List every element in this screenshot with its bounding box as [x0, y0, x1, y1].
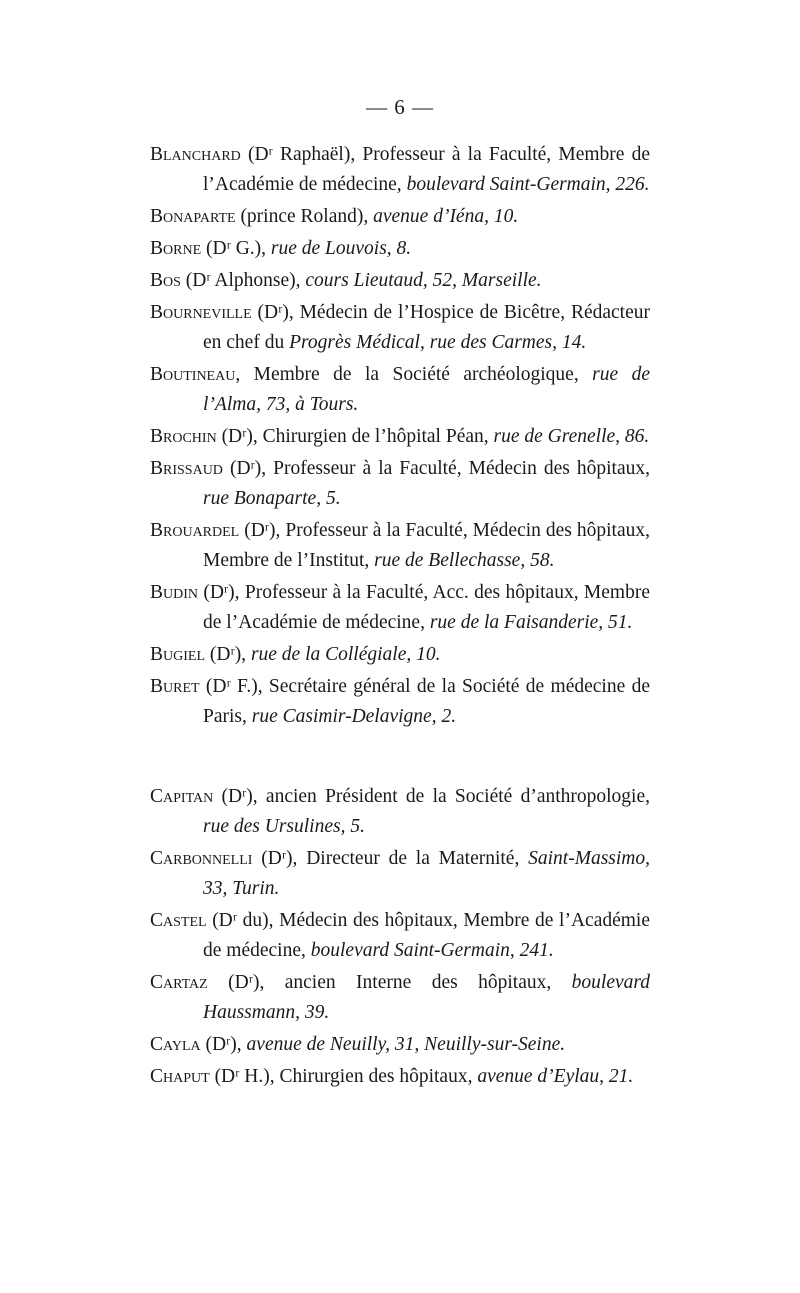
entry-details: (Dʳ), Médecin de l’Hospice de Bicêtre, Rédacteur en chef du: [203, 302, 650, 353]
entry-name: Budin: [150, 582, 198, 603]
entry-address: cours Lieutaud, 52, Marseille.: [305, 270, 542, 291]
entry-address: rue de la Collégiale, 10.: [250, 644, 441, 665]
entry-address: rue Bonaparte, 5.: [203, 488, 341, 509]
entry-name: Boutineau: [150, 364, 236, 385]
entry-name: Capitan: [150, 786, 214, 807]
directory-entry: [150, 672, 650, 732]
entry-details: (Dʳ), Directeur de la Maternité,: [252, 848, 529, 869]
entry-name: Bonaparte: [150, 206, 236, 227]
entry-address: boulevard Saint-Germain, 241.: [310, 940, 554, 961]
entry-name: Brouardel: [150, 520, 240, 541]
entry-name: Blanchard: [150, 144, 241, 165]
entry-address: avenue d’Eylau, 21.: [477, 1066, 634, 1087]
directory-entry: [150, 234, 650, 264]
entry-name: Cartaz: [150, 972, 208, 993]
entry-address: rue de l’Alma, 73, à Tours.: [203, 364, 650, 415]
directory-entry: [150, 360, 650, 420]
section-c: [150, 782, 650, 1094]
entry-details: (Dʳ), ancien Président de la Société d’anthropologie,: [213, 786, 650, 807]
entry-address: rue de Louvois, 8.: [270, 238, 412, 259]
entry-name: Bos: [150, 270, 181, 291]
entry-name: Carbonnelli: [150, 848, 253, 869]
entry-details: (Dʳ H.), Chirurgien des hôpitaux,: [209, 1066, 478, 1087]
directory-entry: [150, 202, 650, 232]
directory-entry: [150, 140, 650, 200]
entry-address: avenue de Neuilly, 31, Neuilly-sur-Seine.: [246, 1034, 566, 1055]
entry-name: Chaput: [150, 1066, 210, 1087]
entry-details: (prince Roland),: [235, 206, 374, 227]
entry-address: avenue d’Iéna, 10.: [373, 206, 519, 227]
entry-details: (Dʳ),: [200, 1034, 247, 1055]
entry-address: rue Casimir-Delavigne, 2.: [251, 706, 457, 727]
directory-entry: [150, 266, 650, 296]
directory-entry: [150, 454, 650, 514]
directory-entry: [150, 298, 650, 358]
entry-name: Borne: [150, 238, 202, 259]
entry-details: (Dʳ F.), Secrétaire général de la Société de médecine de Paris,: [199, 676, 650, 727]
entry-address: Progrès Médical, rue des Carmes, 14.: [289, 332, 587, 353]
directory-entry: [150, 516, 650, 576]
entry-address: rue de Bellechasse, 58.: [374, 550, 555, 571]
entry-name: Brissaud: [150, 458, 223, 479]
entry-address: rue des Ursulines, 5.: [203, 816, 365, 837]
entry-details: (Dʳ Alphonse),: [180, 270, 306, 291]
entry-details: , Membre de la Société archéologique,: [235, 364, 593, 385]
entry-address: rue de Grenelle, 86.: [493, 426, 650, 447]
directory-entry: [150, 844, 650, 904]
entry-name: Cayla: [150, 1034, 201, 1055]
entry-name: Brochin: [150, 426, 217, 447]
entry-details: (Dʳ du), Médecin des hôpitaux, Membre de l’Académie de médecine,: [203, 910, 650, 961]
entry-address: Saint-Massimo, 33, Turin.: [203, 848, 650, 899]
entry-details: (Dʳ), Professeur à la Faculté, Médecin des hôpitaux,: [222, 458, 650, 479]
directory-entry: [150, 422, 650, 452]
entry-name: Buret: [150, 676, 200, 697]
entry-details: (Dʳ), Professeur à la Faculté, Médecin des hôpitaux, Membre de l’Institut,: [203, 520, 650, 571]
directory-entry: [150, 640, 650, 670]
entry-details: (Dʳ), Chirurgien de l’hôpital Péan,: [216, 426, 494, 447]
entry-address: boulevard Haussmann, 39.: [203, 972, 650, 1023]
directory-entry: [150, 906, 650, 966]
entry-address: boulevard Saint-Germain, 226.: [406, 174, 650, 195]
entry-details: (Dʳ), ancien Interne des hôpitaux,: [207, 972, 572, 993]
section-b: [150, 140, 650, 734]
directory-entry: [150, 782, 650, 842]
entry-details: (Dʳ Raphaël), Professeur à la Faculté, Membre de l’Académie de médecine,: [203, 144, 650, 195]
entry-name: Castel: [150, 910, 207, 931]
entry-details: (Dʳ G.),: [201, 238, 271, 259]
entry-name: Bourneville: [150, 302, 252, 323]
entry-address: rue de la Faisanderie, 51.: [429, 612, 633, 633]
page-number: — 6 —: [366, 95, 434, 119]
entry-details: (Dʳ),: [205, 644, 251, 665]
directory-entry: [150, 1062, 650, 1092]
directory-entry: [150, 578, 650, 638]
directory-entry: [150, 968, 650, 1028]
entry-name: Bugiel: [150, 644, 205, 665]
directory-entry: [150, 1030, 650, 1060]
entry-details: (Dʳ), Professeur à la Faculté, Acc. des hôpitaux, Membre de l’Académie de médecine,: [198, 582, 650, 633]
